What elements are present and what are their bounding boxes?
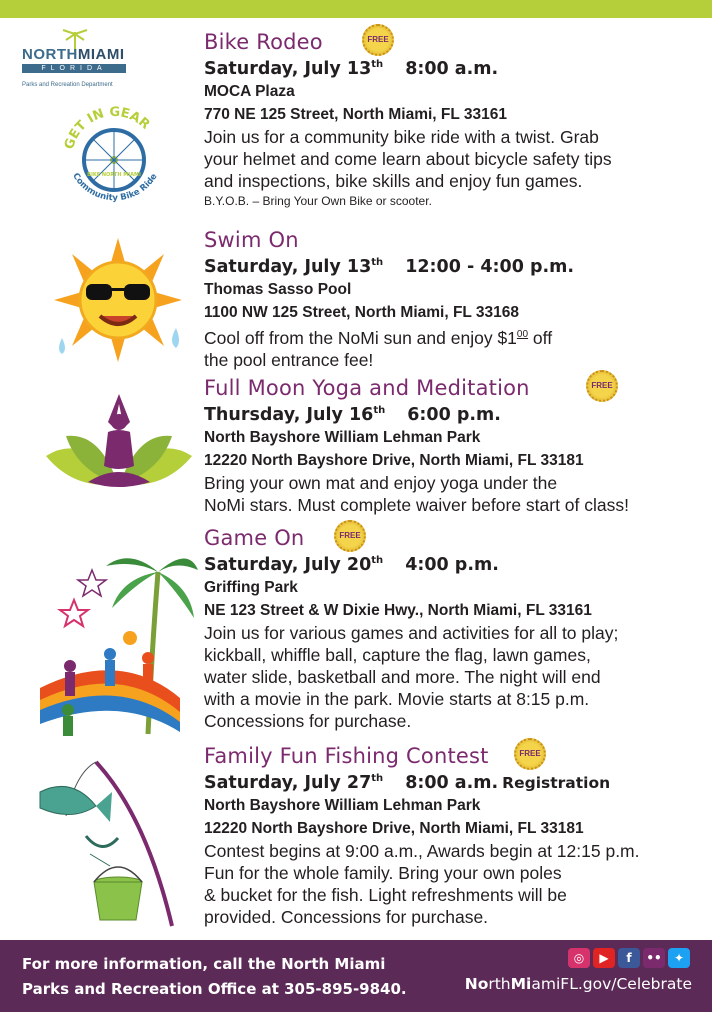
free-badge: FREE [586, 370, 618, 402]
logo-state: FLORIDA [22, 64, 126, 73]
event-game-on [204, 526, 704, 732]
flickr-icon[interactable]: •• [643, 948, 665, 968]
event-description-line: and inspections, bike skills and enjoy fun games. [204, 171, 583, 191]
instagram-icon[interactable]: ◎ [568, 948, 590, 968]
event-description-line: Join us for a community bike ride with a twist. Grab [204, 127, 599, 147]
event-description-line: water slide, basketball and more. The night will end [204, 667, 601, 687]
event-description-line: the pool entrance fee! [204, 349, 374, 370]
event-description-line: Bring your own mat and enjoy yoga under the [204, 473, 558, 493]
website-link[interactable]: NorthMiamiFL.gov/Celebrate [464, 975, 692, 993]
svg-text:BIKE NORTH MIAMI: BIKE NORTH MIAMI [87, 172, 141, 178]
event-date: Thursday, July 16th 6:00 p.m. [204, 405, 501, 425]
facebook-icon[interactable]: f [618, 948, 640, 968]
event-address: NE 123 Street & W Dixie Hwy., North Miami, FL 33161 [204, 602, 592, 619]
event-title: Bike Rodeo [204, 30, 323, 54]
fishing-rod-bucket-illustration [36, 756, 186, 928]
event-description-line: Fun for the whole family. Bring your own poles [204, 863, 562, 883]
footer-contact-info: For more information, call the North Miami Parks and Recreation Office at 305-895-9840. [22, 955, 407, 998]
event-venue: Griffing Park [204, 579, 298, 596]
yoga-lotus-illustration [44, 392, 194, 496]
logo-wordmark: NORTHMIAMI [22, 46, 125, 63]
svg-text:GET IN GEAR: GET IN GEAR [61, 104, 153, 152]
youtube-icon[interactable]: ▶ [593, 948, 615, 968]
event-address: 12220 North Bayshore Drive, North Miami, FL 33181 [204, 452, 584, 469]
event-venue: North Bayshore William Lehman Park [204, 429, 481, 446]
event-address: 770 NE 125 Street, North Miami, FL 33161 [204, 106, 507, 123]
event-description-line: Join us for various games and activities for all to play; [204, 623, 619, 643]
event-full-moon-yoga [204, 376, 704, 516]
event-bike-rodeo [204, 30, 704, 210]
event-swim-on [204, 228, 704, 371]
twitter-icon[interactable]: ✦ [668, 948, 690, 968]
logo-department: Parks and Recreation Department [22, 82, 113, 88]
free-badge: FREE [334, 520, 366, 552]
event-description-line: Contest begins at 9:00 a.m., Awards begin at 12:15 p.m. [204, 841, 640, 861]
event-date: Saturday, July 13th 8:00 a.m. [204, 59, 499, 79]
svg-text:Community Bike Ride: Community Bike Ride [70, 171, 160, 204]
sports-palm-illustration [40, 538, 200, 738]
event-description-line: Cool off from the NoMi sun and enjoy $\$1^{00}$ off [204, 327, 553, 348]
event-title: Full Moon Yoga and Meditation [204, 376, 530, 400]
event-venue: North Bayshore William Lehman Park [204, 797, 481, 814]
event-title: Swim On [204, 228, 299, 252]
event-title: Game On [204, 526, 305, 550]
event-description-line: & bucket for the fish. Light refreshments will be [204, 885, 567, 905]
north-miami-logo [18, 26, 133, 96]
event-date: Saturday, July 13th 12:00 - 4:00 p.m. [204, 257, 575, 277]
event-date: Saturday, July 20th 4:00 p.m. [204, 555, 499, 575]
top-accent-bar [0, 0, 712, 18]
event-address: 1100 NW 125 Street, North Miami, FL 33168 [204, 304, 520, 321]
sun-sunglasses-illustration [48, 236, 188, 364]
event-fishing-contest [204, 744, 704, 928]
event-description-line: with a movie in the park. Movie starts at 8:15 p.m. [204, 689, 590, 709]
event-description-line: your helmet and come learn about bicycle safety tips [204, 149, 612, 169]
free-badge: FREE [514, 738, 546, 770]
social-icons [568, 948, 690, 968]
event-venue: Thomas Sasso Pool [204, 281, 352, 298]
event-title: Family Fun Fishing Contest [204, 744, 489, 768]
get-in-gear-bike-logo [58, 102, 170, 214]
event-description-line: provided. Concessions for purchase. [204, 907, 489, 927]
event-description-line: kickball, whiffle ball, capture the flag, lawn games, [204, 645, 591, 665]
event-address: 12220 North Bayshore Drive, North Miami, FL 33181 [204, 820, 584, 837]
event-description-line: NoMi stars. Must complete waiver before start of class! [204, 495, 629, 515]
footer [0, 940, 712, 1012]
free-badge: FREE [362, 24, 394, 56]
event-venue: MOCA Plaza [204, 83, 295, 100]
event-description-line: Concessions for purchase. [204, 711, 412, 731]
event-note: B.Y.O.B. – Bring Your Own Bike or scooter. [204, 194, 432, 208]
event-date: Saturday, July 27th 8:00 a.m. Registration [204, 773, 611, 793]
